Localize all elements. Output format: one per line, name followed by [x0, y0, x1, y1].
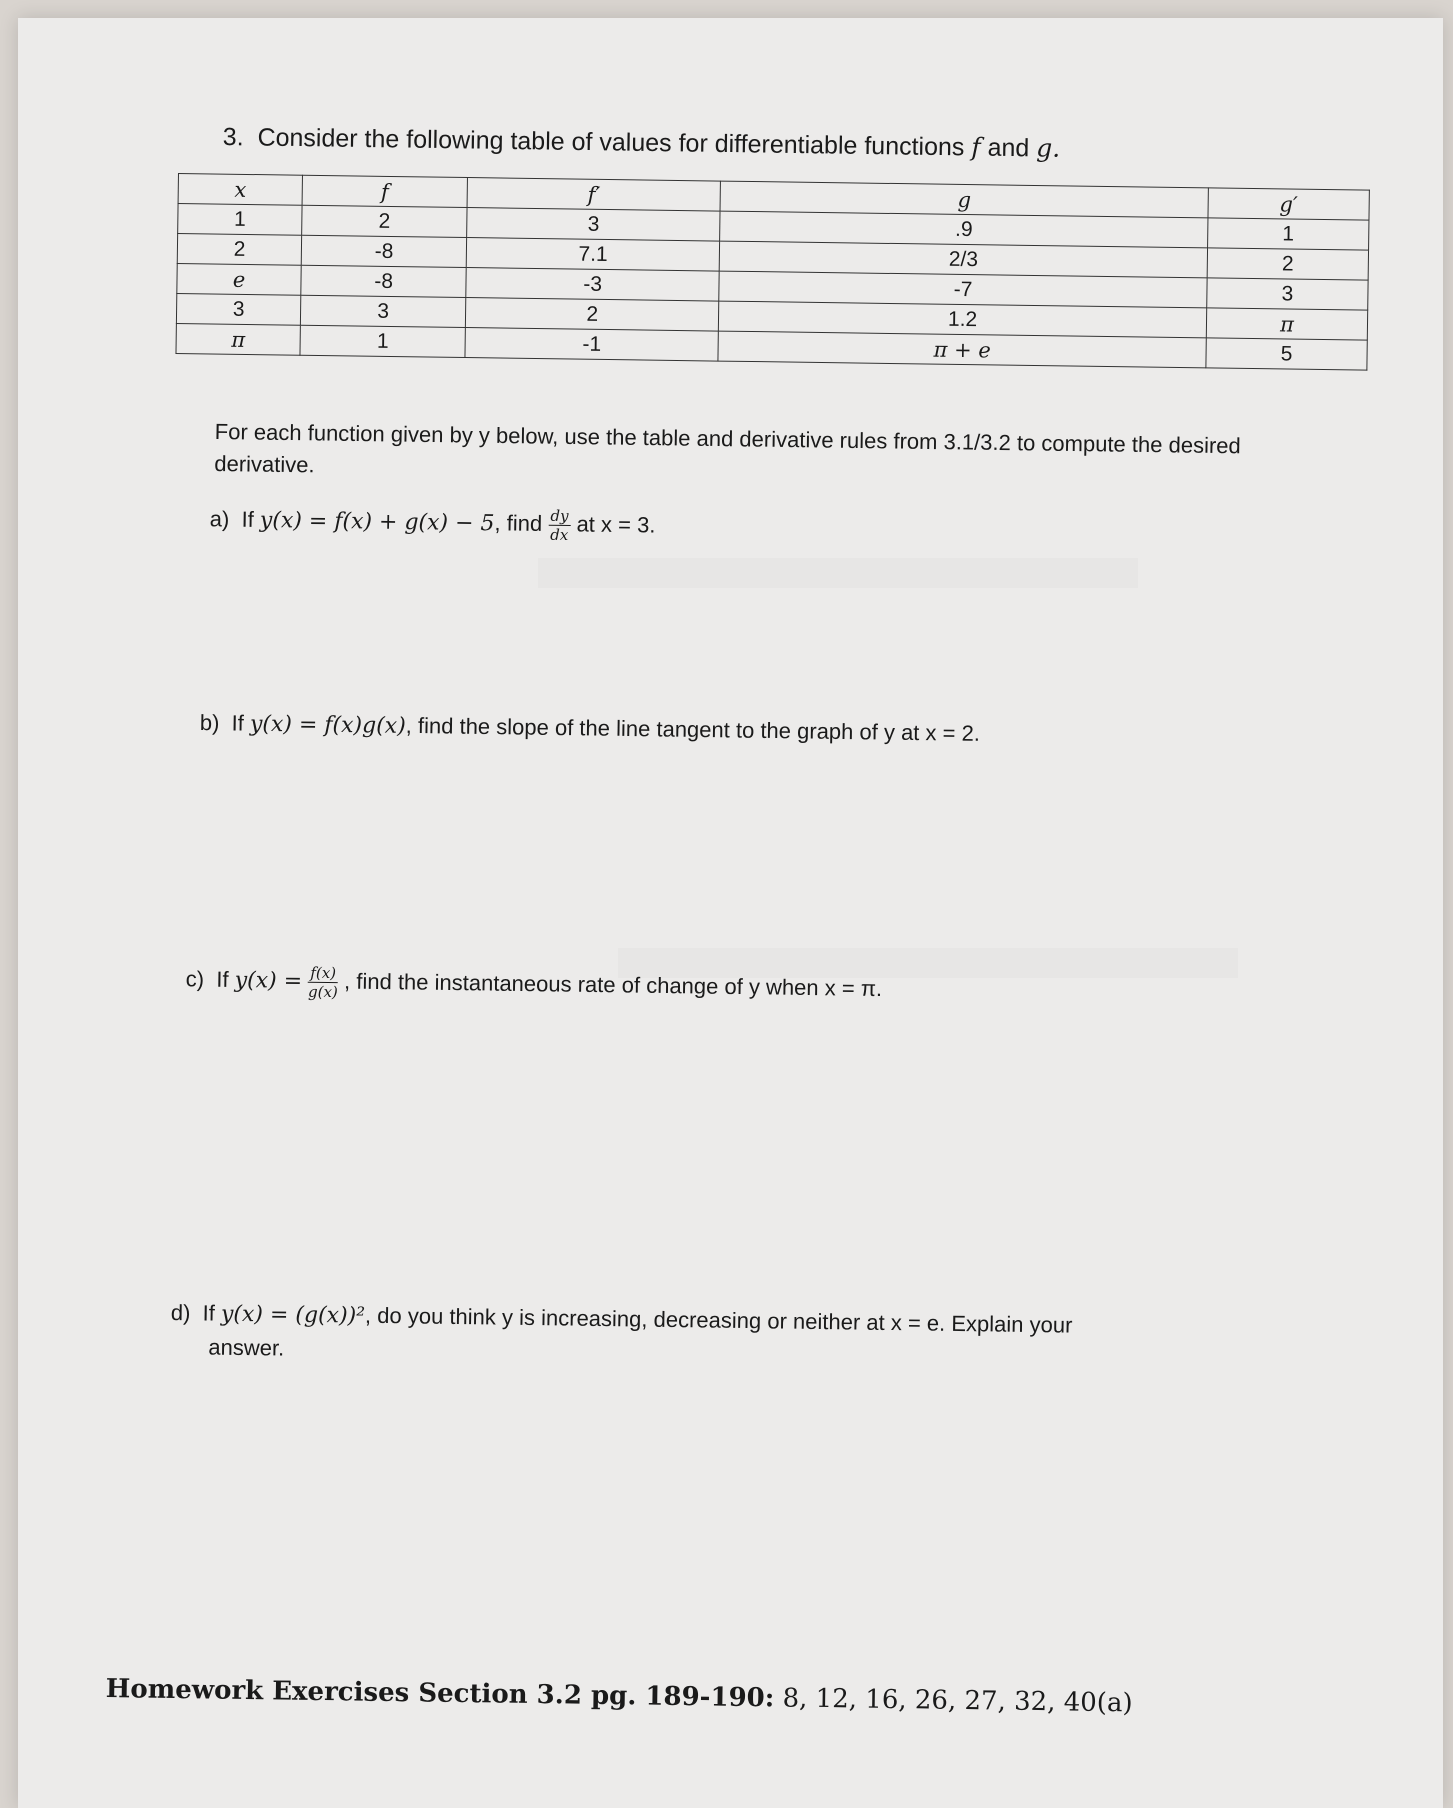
part-d-question: , do you think y is increasing, decreasing or neither at x = e. Explain your: [364, 1302, 1073, 1338]
part-b-question: , find the slope of the line tangent to the graph of y at x = 2.: [405, 712, 981, 746]
function-f-symbol: f: [971, 132, 981, 162]
part-a-label: a): [209, 506, 230, 532]
fraction-denominator: dx: [550, 525, 569, 545]
header-f-prime: f′: [467, 178, 721, 212]
question-number: 3.: [222, 122, 244, 152]
part-c-expression: y(x) =: [234, 967, 303, 994]
part-d-if: If: [202, 1300, 216, 1326]
fraction-numerator: dy: [548, 507, 570, 526]
homework-heading: Homework Exercises Section 3.2 pg. 189-190:: [105, 1674, 775, 1714]
table-cell: 3: [301, 295, 466, 327]
table-cell: e: [177, 263, 302, 295]
table-cell: π: [1206, 308, 1367, 340]
table-cell: -8: [301, 235, 466, 267]
part-d: [170, 1300, 1072, 1373]
header-g: g: [720, 181, 1208, 218]
part-a-condition: at x = 3.: [576, 511, 656, 538]
table-cell: .9: [720, 211, 1208, 248]
header-f: f: [302, 175, 467, 207]
part-b-label: b): [199, 710, 220, 736]
part-c-question: , find the instantaneous rate of change of y when x = π.: [343, 968, 883, 1002]
header-x: x: [178, 174, 303, 206]
table-cell: 2: [302, 205, 467, 237]
header-g-prime: g′: [1208, 188, 1369, 220]
table-cell: 1: [1207, 218, 1368, 250]
table-cell: -3: [466, 268, 720, 302]
part-b-expression: y(x) = f(x)g(x): [249, 711, 406, 739]
table-cell: 2: [1207, 248, 1368, 280]
question-title: [223, 122, 1061, 164]
table-cell: 1: [178, 204, 303, 236]
table-cell: -1: [465, 328, 719, 362]
bleed-through-marks: [538, 558, 1138, 588]
table-cell: 2/3: [719, 241, 1207, 278]
part-d-question-line2: answer.: [208, 1334, 285, 1361]
part-a-if: If: [241, 506, 254, 532]
dy-dx-fraction: [548, 507, 571, 544]
part-d-expression: y(x) = (g(x))²: [220, 1301, 366, 1329]
part-a-find: , find: [494, 510, 543, 536]
part-d-label: d): [170, 1300, 191, 1326]
table-cell: 2: [177, 234, 302, 266]
and-word: and: [987, 133, 1030, 163]
table-cell: 3: [176, 293, 301, 325]
part-a-expression: y(x) = f(x) + g(x) − 5: [259, 508, 495, 537]
table-cell: 2: [465, 298, 719, 332]
part-c-label: c): [185, 966, 205, 992]
homework-problems: 8, 12, 16, 26, 27, 32, 40(a): [774, 1683, 1133, 1719]
function-g-symbol: g.: [1036, 133, 1061, 163]
table-cell: 7.1: [466, 238, 720, 272]
table-cell: 3: [467, 208, 721, 242]
table-cell: π + e: [718, 331, 1206, 368]
worksheet-page: [18, 18, 1443, 1808]
fraction-numerator: f(x): [308, 964, 338, 983]
values-table: [175, 173, 1369, 371]
part-b: [200, 710, 980, 747]
table-cell: 1.2: [719, 301, 1207, 338]
fraction-denominator: g(x): [307, 982, 338, 1002]
question-text: Consider the following table of values for differentiable functions: [257, 123, 965, 162]
f-over-g-fraction: [308, 964, 338, 1001]
part-a: [209, 502, 655, 545]
instructions-paragraph: For each function given by y below, use the table and derivative rules from 3.1/3.2 to compute the desired derivative.: [214, 418, 1241, 478]
part-b-if: If: [231, 710, 245, 736]
part-c-if: If: [216, 966, 229, 992]
table-cell: 1: [300, 325, 465, 357]
table-cell: 5: [1206, 338, 1367, 370]
table-cell: π: [176, 323, 301, 355]
homework-assignment: [106, 1674, 1133, 1718]
table-cell: -7: [719, 271, 1207, 308]
table-cell: 3: [1207, 278, 1368, 310]
table-cell: -8: [301, 265, 466, 297]
